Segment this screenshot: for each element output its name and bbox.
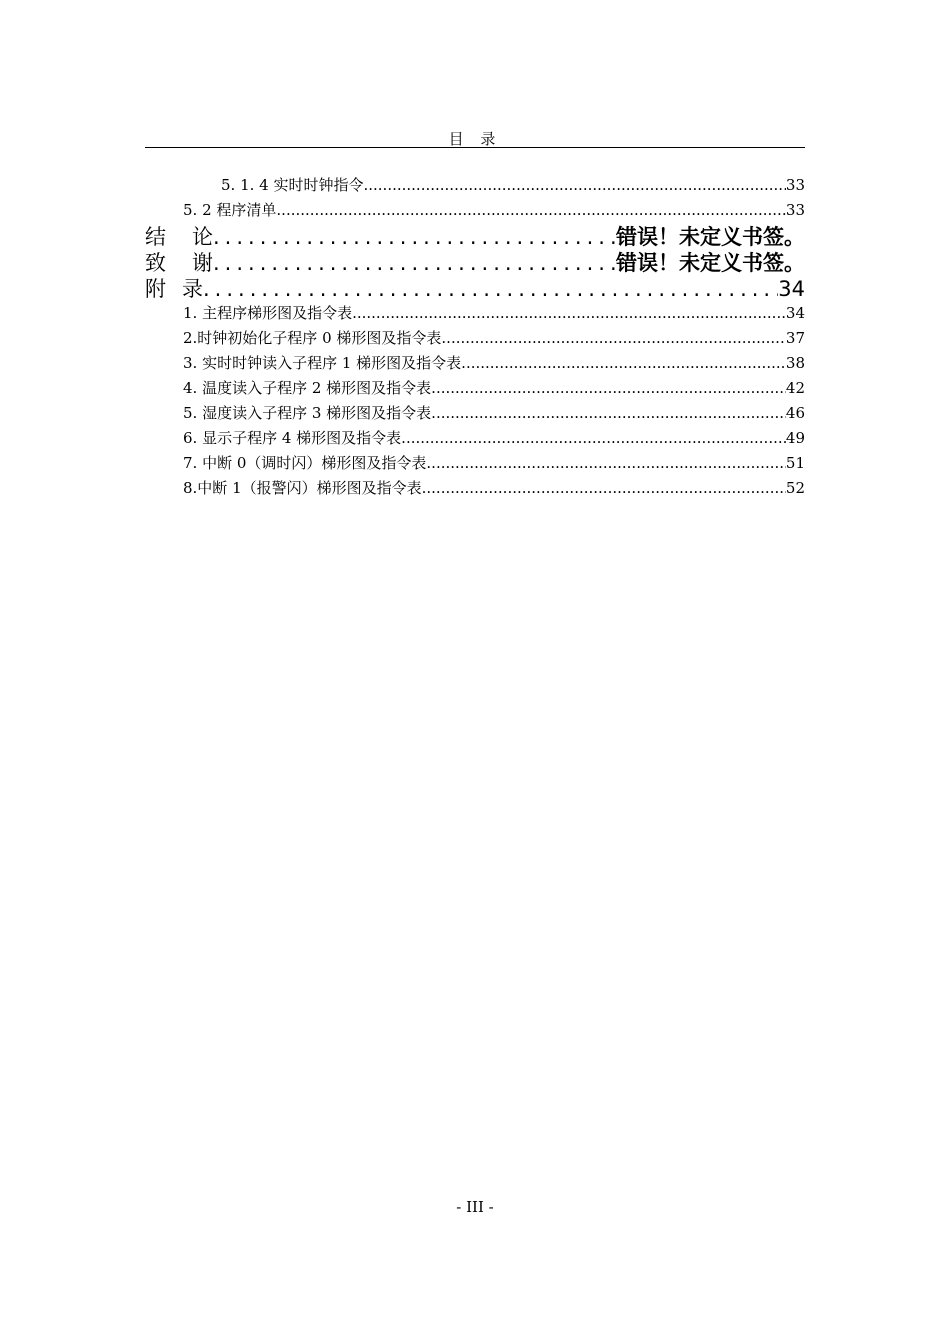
- toc-entry-page: 33: [785, 176, 805, 194]
- toc-leader: [461, 354, 786, 372]
- toc-entry[interactable]: [145, 477, 805, 502]
- toc-entry[interactable]: [145, 352, 805, 377]
- toc-entry-page: 33: [785, 201, 805, 219]
- toc-entry-label: 7. 中断 0（调时闪）梯形图及指令表: [183, 454, 427, 472]
- toc-entry[interactable]: [145, 427, 805, 452]
- toc-entry-label: 3. 实时时钟读入子程序 1 梯形图及指令表: [183, 354, 462, 372]
- toc-entry[interactable]: [145, 452, 805, 477]
- toc-entry-acknowledgement[interactable]: [145, 250, 805, 276]
- header-rule: [145, 147, 805, 148]
- toc-entry[interactable]: [145, 302, 805, 327]
- toc-leader: [363, 176, 785, 194]
- toc-entry-page: 51: [785, 454, 805, 472]
- toc-entry-label: 5. 2 程序清单: [183, 201, 277, 219]
- toc-leader: [203, 276, 778, 302]
- toc-entry-label: 2.时钟初始化子程序 0 梯形图及指令表: [183, 329, 442, 347]
- toc-entry-page: 52: [785, 479, 805, 497]
- toc-entry[interactable]: [145, 174, 805, 199]
- toc-entry-conclusion[interactable]: [145, 224, 805, 250]
- toc-entry-page: 38: [785, 354, 805, 372]
- toc-entry-page: 34: [778, 277, 805, 301]
- toc-entry-label: 6. 显示子程序 4 梯形图及指令表: [183, 429, 402, 447]
- toc-entry[interactable]: [145, 377, 805, 402]
- toc-entry-page: 42: [785, 379, 805, 397]
- toc-entry[interactable]: [145, 327, 805, 352]
- toc-entry-page: 错误！未定义书签。: [616, 251, 805, 275]
- table-of-contents: [145, 174, 805, 502]
- header-title: 目 录: [448, 130, 502, 148]
- page-number: - III -: [456, 1198, 494, 1216]
- toc-entry-label: 5. 湿度读入子程序 3 梯形图及指令表: [183, 404, 432, 422]
- toc-leader: [426, 454, 786, 472]
- toc-entry-appendix[interactable]: [145, 276, 805, 302]
- toc-entry-label: 4. 温度读入子程序 2 梯形图及指令表: [183, 379, 432, 397]
- toc-leader: [431, 404, 786, 422]
- toc-leader: [352, 304, 786, 322]
- toc-entry-page: 46: [785, 404, 805, 422]
- toc-leader: [422, 479, 786, 497]
- toc-entry-page: 37: [785, 329, 805, 347]
- toc-entry-label: 5. 1. 4 实时时钟指令: [221, 176, 364, 194]
- toc-entry-label: 结 论: [145, 225, 213, 249]
- toc-entry-label: 附 录: [145, 277, 203, 301]
- toc-entry-page: 49: [785, 429, 805, 447]
- toc-leader: [431, 379, 786, 397]
- toc-leader: [213, 250, 616, 276]
- toc-entry-page: 错误！未定义书签。: [616, 225, 805, 249]
- toc-leader: [401, 429, 786, 447]
- toc-entry-page: 34: [785, 304, 805, 322]
- toc-leader: [276, 201, 786, 219]
- toc-entry[interactable]: [145, 402, 805, 427]
- toc-entry-label: 致 谢: [145, 251, 213, 275]
- toc-entry[interactable]: [145, 199, 805, 224]
- toc-leader: [441, 329, 786, 347]
- toc-entry-label: 8.中断 1（报警闪）梯形图及指令表: [183, 479, 422, 497]
- toc-entry-label: 1. 主程序梯形图及指令表: [183, 304, 353, 322]
- toc-leader: [213, 224, 616, 250]
